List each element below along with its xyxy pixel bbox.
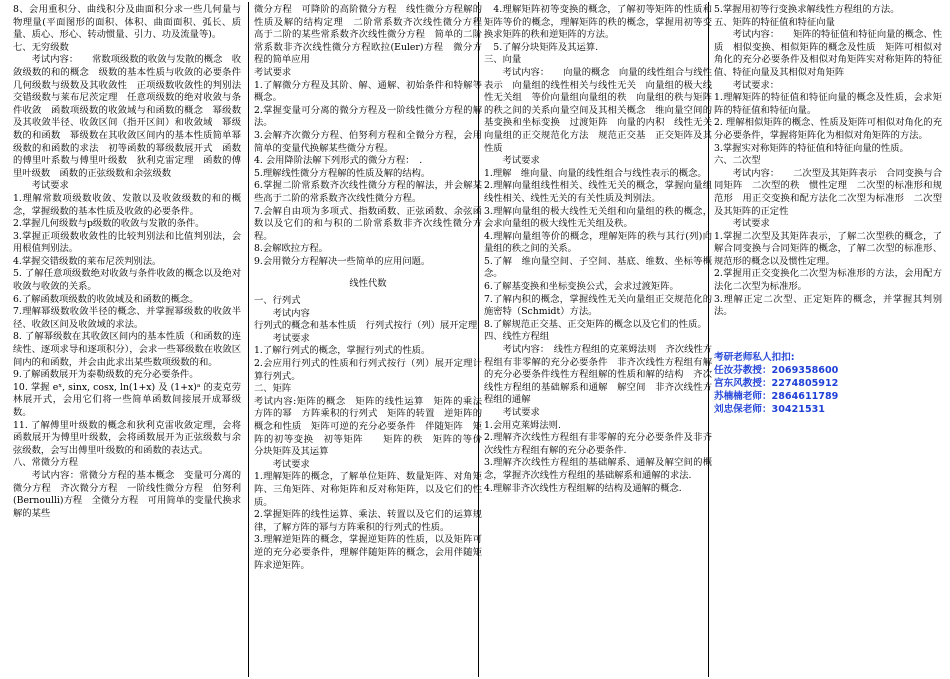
requirement-item: 6.了解基变换和坐标变换公式，会求过渡矩阵。: [484, 281, 679, 293]
requirement-item: 1.掌握二次型及其矩阵表示，了解二次型秩的概念，了解合同变换与合同矩阵的概念，了解二次型的标准形、规范形的概念以及惯性定理。: [714, 230, 942, 267]
content-heading: 考试内容: [272, 307, 310, 319]
requirement-item: 6.掌握二阶常系数齐次线性微分方程的解法，并会解某些高于二阶的常系数齐次线性微分方程。: [254, 180, 482, 204]
requirement-item: 4.掌握交错级数的莱布尼茨判别法。: [13, 255, 162, 267]
requirement-item: 4.理解矩阵初等变换的概念，了解初等矩阵的性质和矩阵等价的概念，理解矩阵的秩的概念，掌握用初等变换求矩阵的秩和逆矩阵的方法。: [484, 4, 712, 41]
section-heading: 六、二次型: [714, 155, 761, 167]
paragraph: 微分方程 可降阶的高阶微分方程 线性微分方程解的性质及解的结构定理 二阶常系数齐次线性微分方程 高于二阶的某些常系数齐次线性微分方程 简单的二阶常系数非齐次线性微分方程欧拉(Euler)方程 微分方程的简单应用: [254, 4, 482, 66]
column-4: [714, 4, 942, 676]
requirements-heading: 考试要求: [272, 458, 310, 470]
requirement-item: 5.了解分块矩阵及其运算.: [493, 41, 599, 53]
exam-content: 考试内容： 矩阵的特征值和特征向量的概念、性质 相似变换、相似矩阵的概念及性质 矩阵可相似对角化的充分必要条件及相似对角矩阵实对称矩阵的特征值、特征向量及其相似对角矩阵: [714, 29, 942, 78]
requirement-item: 5.掌握用初等行变换求解线性方程组的方法。: [714, 4, 900, 15]
requirement-item: 2.掌握矩阵的线性运算、乘法、转置以及它们的运算规律，了解方阵的幂与方阵乘积的行列式的性质。: [254, 509, 482, 533]
contact-line: 苏楠楠老师：2864611789: [714, 390, 839, 402]
requirement-item: 5.理解线性微分方程解的性质及解的结构。: [254, 167, 431, 179]
requirement-item: 1.会用克莱姆法则.: [484, 419, 561, 431]
requirement-item: 8.了解规范正交基、正交矩阵的概念以及它们的性质。: [484, 318, 707, 330]
exam-content: 考试内容:矩阵的概念 矩阵的线性运算 矩阵的乘法 方阵的幂 方阵乘积的行列式 矩阵的转置 逆矩阵的概念和性质 矩阵可逆的充分必要条件 伴随矩阵 矩阵的初等变换 初等矩阵 矩阵的秩 矩阵的等价 分块矩阵及其运算: [254, 395, 482, 458]
requirements-heading: 考试要求: [732, 218, 770, 230]
requirement-item: 3.理解逆矩阵的概念，掌握逆矩阵的性质，以及矩阵可逆的充分必要条件，理解伴随矩阵的概念，会用伴随矩阵求逆矩阵。: [254, 534, 482, 571]
column-1: [13, 4, 241, 676]
requirement-item: 3.理解齐次线性方程组的基础解系、通解及解空间的概念，掌握齐次线性方程组的基础解系和通解的求法.: [484, 457, 712, 481]
requirement-item: 2. 理解相似矩阵的概念、性质及矩阵可相似对角化的充分必要条件，掌握将矩阵化为相似对角矩阵的方法。: [714, 117, 942, 141]
exam-content: 考试内容： 二次型及其矩阵表示 合同变换与合同矩阵 二次型的秩 惯性定理 二次型的标准形和规范形 用正交变换和配方法化二次型为标准形 二次型及其矩阵的正定性: [714, 167, 942, 217]
requirement-item: 7.了解内积的概念，掌握线性无关向量组正交规范化的施密特（Schmidt）方法。: [484, 293, 712, 318]
requirement-item: 2.掌握几何级数与p级数的收敛与发散的条件。: [13, 218, 205, 230]
requirement-item: 9.会用微分方程解决一些简单的应用问题。: [254, 255, 431, 267]
section-heading: 一、行列式: [254, 295, 301, 307]
requirement-item: 9.了解函数展开为泰勒级数的充分必要条件。: [13, 369, 199, 381]
section-heading: 二、矩阵: [254, 383, 292, 395]
requirement-item: 1.理解常数项级数收敛、发散以及收敛级数的和的概念，掌握级数的基本性质及收敛的必要条件。: [13, 192, 241, 217]
requirement-item: 6.了解函数项级数的收敛域及和函数的概念。: [13, 293, 199, 305]
requirement-item: 1.理解矩阵的特征值和特征向量的概念及性质，会求矩阵的特征值和特征向量。: [714, 92, 942, 116]
contact-line: 任汝芬教授：2069358600: [714, 364, 839, 376]
requirement-item: 5. 了解任意项级数绝对收敛与条件收敛的概念以及绝对收敛与收敛的关系。: [13, 268, 241, 293]
contact-line: 刘忠保老师：30421531: [714, 403, 825, 415]
requirements-heading: 考试要求: [254, 66, 292, 78]
requirement-item: 4. 会用降阶法解下列形式的微分方程： .: [254, 155, 423, 167]
section-heading: 五、矩阵的特征值和特征向量: [714, 16, 835, 28]
requirement-item: 3.理解向量组的极大线性无关组和向量组的秩的概念，会求向量组的极大线性无关组及秩。: [484, 205, 712, 230]
section-heading: 三、向量: [484, 54, 522, 66]
exam-content: 考试内容： 向量的概念 向量的线性组合与线性表示 向量组的线性相关与线性无关 向量组的极大线性无关组 等价向量组向量组的秩 向量组的秩与矩阵的秩之间的关系向量空间及其相关概念 维向量空间的基变换和坐标变换 过渡矩阵 向量的内积 线性无关向量组的正交规范化方法 规范正交基 正交矩阵及其性质: [484, 66, 712, 154]
section-heading: 八、常微分方程: [13, 457, 79, 469]
requirement-item: 5.了解 维向量空间、子空间、基底、维数、坐标等概念。: [484, 255, 712, 280]
exam-content: 考试内容： 线性方程组的克莱姆法则 齐次线性方程组有非零解的充分必要条件 非齐次线性方程组有解的充分必要条件线性方程组解的性质和解的结构 齐次线性方程组的基础解系和通解 解空间 非齐次线性方程组的通解: [484, 344, 712, 406]
requirement-item: 7.会解自由项为多项式、指数函数、正弦函数、余弦函数以及它们的和与积的二阶常系数非齐次线性微分方程。: [254, 205, 482, 242]
requirements-heading: 考试要求: [502, 155, 540, 167]
column-divider: [248, 2, 249, 677]
requirement-item: 1.理解 维向量、向量的线性组合与线性表示的概念。: [484, 167, 707, 179]
requirement-item: 3.会解齐次微分方程、伯努利方程和全微分方程，会用简单的变量代换解某些微分方程。: [254, 129, 482, 154]
exam-content: 考试内容： 常数项级数的收敛与发散的概念 收敛级数的和的概念 级数的基本性质与收敛的必要条件 几何级数与级数及其收敛性 正项级数收敛性的判别法 交错级数与莱布尼茨定理 任意项级数的绝对收敛与条件收敛 函数项级数的收敛域与和函数的概念 幂级数及其收敛半径、收敛区间（指开区间）和收敛域 幂级数的和函数 幂级数在其收敛区间内的基本性质简单幂级数的和函数的求法 初等函数的幂级数展开式 函数的傅里叶系数与傅里叶级数 狄利克雷定理 函数的傅里叶级数 函数的正弦级数和余弦级数: [13, 54, 241, 179]
requirement-item: 1.了解行列式的概念，掌握行列式的性质。: [254, 345, 431, 357]
requirement-item: 7.理解幂级数收敛半径的概念、并掌握幂级数的收敛半径、收敛区间及收敛域的求法。: [13, 306, 241, 330]
section-heading: 七、无穷级数: [13, 41, 69, 53]
part-title: 线性代数: [349, 278, 387, 290]
contact-block: [714, 351, 942, 416]
requirement-item: 1.理解矩阵的概念，了解单位矩阵、数量矩阵、对角矩阵、三角矩阵、对称矩阵和反对称矩阵，以及它们的性质。: [254, 471, 482, 508]
requirement-item: 4.理解向量组等价的概念，理解矩阵的秩与其行(列)向量组的秩之间的关系。: [484, 230, 712, 255]
contact-line: 宫东风教授：2274805912: [714, 377, 839, 389]
requirement-item: 10. 掌握 eˣ, sinx, cosx, ln(1+x) 及 (1+x)ᵃ 的麦克劳林展开式，会用它们将一些简单函数间接展开成幂级数。: [13, 381, 241, 418]
requirement-item: 3.掌握正项级数收敛性的比较判别法和比值判别法，会用根值判别法。: [13, 230, 241, 255]
requirement-item: 1.了解微分方程及其阶、解、通解、初始条件和特解等概念。: [254, 79, 482, 104]
requirements-heading: 考试要求: [31, 180, 69, 192]
requirements-heading: 考试要求: [502, 407, 540, 418]
requirement-item: 2.理解向量组线性相关、线性无关的概念，掌握向量组线性相关、线性无关的有关性质及判别法。: [484, 180, 712, 204]
paragraph: 8、会用重积分、曲线积分及曲面积分求一些几何量与物理量(平面图形的面积、体积、曲面面积、弧长、质量、质心、形心、转动惯量、引力、功及流量等)。: [13, 4, 241, 41]
column-2: [254, 4, 482, 676]
requirement-item: 8. 了解幂级数在其收敛区间内的基本性质（和函数的连续性、逐项求导和逐项积分），会求一些幂级数在收敛区间内的和函数，并会由此求出某些数项级数的和。: [13, 331, 241, 368]
requirement-item: 2.掌握变量可分离的微分方程及一阶线性微分方程的解法。: [254, 104, 482, 129]
exam-content: 行列式的概念和基本性质 行列式按行（列）展开定理: [254, 320, 478, 332]
requirements-heading: 考试要求：: [732, 79, 780, 91]
requirement-item: 8.会解欧拉方程。: [254, 243, 328, 255]
section-heading: 四、线性方程组: [484, 331, 550, 343]
exam-content: 考试内容：常微分方程的基本概念 变量可分离的微分方程 齐次微分方程 一阶线性微分方程 伯努利(Bernoulli)方程 全微分方程 可用简单的变量代换求解的某些: [13, 469, 241, 519]
column-3: [484, 4, 712, 676]
requirements-heading: 考试要求: [272, 332, 310, 344]
requirement-item: 2.掌握用正交变换化二次型为标准形的方法，会用配方法化二次型为标准形。: [714, 268, 942, 293]
requirement-item: 3.掌握实对称矩阵的特征值和特征向量的性质。: [714, 142, 909, 154]
requirement-item: 2.理解齐次线性方程组有非零解的充分必要条件及非齐次线性方程组有解的充分必要条件.: [484, 432, 712, 456]
requirement-item: 11. 了解傅里叶级数的概念和狄利克雷收敛定理，会将函数展开为傅里叶级数，会将函数展开为正弦级数与余弦级数，会写出傅里叶级数的和函数的表达式。: [13, 419, 241, 456]
requirement-item: 2.会应用行列式的性质和行列式按行（列）展开定理计算行列式。: [254, 358, 482, 382]
requirement-item: 3.理解正定二次型、正定矩阵的概念，并掌握其判别法。: [714, 293, 942, 318]
contact-heading: 考研老师私人扣扣:: [714, 351, 795, 363]
requirement-item: 4.理解非齐次线性方程组解的结构及通解的概念.: [484, 482, 682, 494]
